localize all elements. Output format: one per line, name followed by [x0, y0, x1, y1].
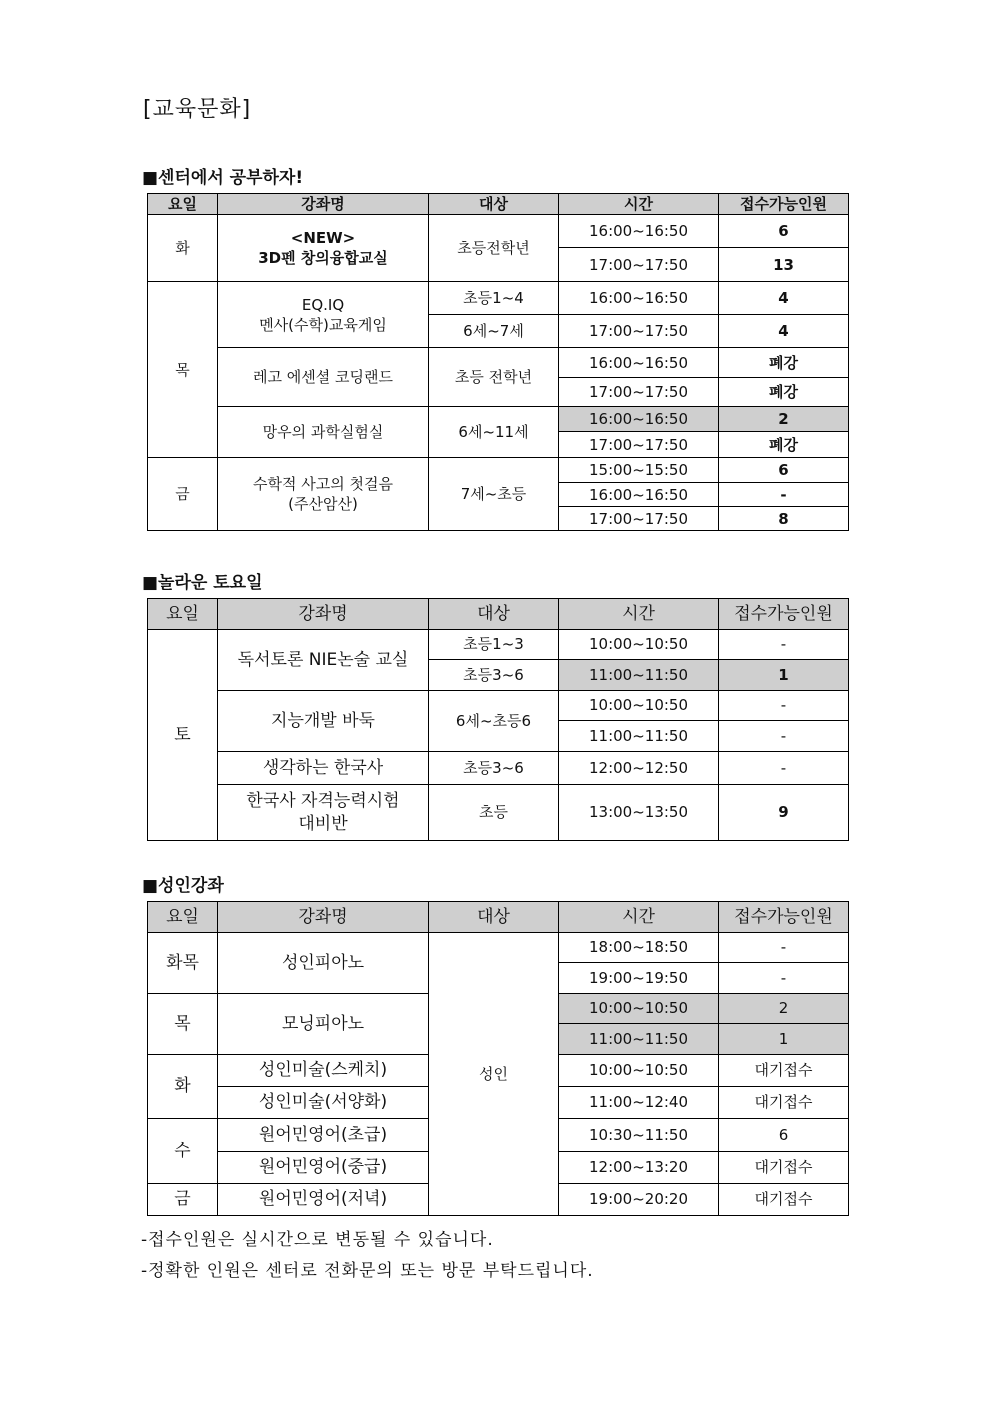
- day-cell: 금: [148, 458, 218, 531]
- header-capacity: 접수가능인원: [719, 902, 849, 933]
- course-line: 한국사 자격능력시험: [246, 790, 400, 811]
- day-cell: 화목: [148, 933, 218, 994]
- time-cell: 16:00~16:50: [559, 215, 719, 248]
- time-cell: 17:00~17:50: [559, 432, 719, 458]
- time-cell: 10:00~10:50: [559, 1055, 719, 1087]
- target-cell: 초등3~6: [429, 752, 559, 785]
- capacity-cell: 1: [719, 660, 849, 691]
- target-cell: 초등전학년: [429, 215, 559, 282]
- course-cell: 원어민영어(중급): [218, 1152, 429, 1184]
- target-cell: 6세~7세: [429, 315, 559, 348]
- course-line: 대비반: [298, 813, 348, 834]
- capacity-cell: 4: [719, 315, 849, 348]
- capacity-cell: -: [719, 483, 849, 507]
- header-time: 시간: [559, 902, 719, 933]
- header-time: 시간: [559, 599, 719, 630]
- section-title-adult: ■성인강좌: [142, 876, 224, 896]
- capacity-cell: -: [719, 752, 849, 785]
- capacity-cell: -: [719, 630, 849, 660]
- course-cell: 성인미술(스케치): [218, 1055, 429, 1087]
- header-course: 강좌명: [218, 902, 429, 933]
- time-cell: 12:00~12:50: [559, 752, 719, 785]
- target-cell: 성인: [429, 933, 559, 1216]
- capacity-cell: 6: [719, 1119, 849, 1152]
- adult-course-table: [147, 901, 849, 1216]
- course-cell: 망우의 과학실험실: [218, 407, 429, 458]
- header-day: 요일: [148, 194, 218, 215]
- time-cell: 17:00~17:50: [559, 248, 719, 282]
- course-line: 3D펜 창의융합교실: [258, 249, 388, 268]
- capacity-cell: 폐강: [719, 348, 849, 378]
- day-cell: 목: [148, 282, 218, 458]
- course-cell: 성인미술(서양화): [218, 1087, 429, 1119]
- capacity-cell: 폐강: [719, 378, 849, 407]
- capacity-cell: 6: [719, 215, 849, 248]
- target-cell: 초등1~3: [429, 630, 559, 660]
- note-line: -접수인원은 실시간으로 변동될 수 있습니다.: [141, 1230, 494, 1250]
- target-cell: 6세~11세: [429, 407, 559, 458]
- day-cell: 토: [148, 630, 218, 841]
- header-day: 요일: [148, 599, 218, 630]
- time-cell: 11:00~12:40: [559, 1087, 719, 1119]
- course-line: (주산암산): [288, 495, 358, 514]
- header-capacity: 접수가능인원: [719, 194, 849, 215]
- time-cell: 17:00~17:50: [559, 315, 719, 348]
- course-cell: 원어민영어(저녁): [218, 1184, 429, 1216]
- course-line: EQ.IQ: [301, 295, 345, 314]
- capacity-cell: 4: [719, 282, 849, 315]
- time-cell: 16:00~16:50: [559, 348, 719, 378]
- time-cell: 18:00~18:50: [559, 933, 719, 963]
- target-cell: 초등3~6: [429, 660, 559, 691]
- capacity-cell: 13: [719, 248, 849, 282]
- target-cell: 초등: [429, 785, 559, 841]
- page-title: [교육문화]: [143, 97, 252, 122]
- capacity-cell: 8: [719, 507, 849, 531]
- saturday-table: [147, 598, 849, 841]
- capacity-cell: 대기접수: [719, 1087, 849, 1119]
- day-cell: 목: [148, 994, 218, 1055]
- target-cell: 7세~초등: [429, 458, 559, 531]
- day-cell: 화: [148, 1055, 218, 1119]
- time-cell: 10:00~10:50: [559, 691, 719, 721]
- header-course: 강좌명: [218, 599, 429, 630]
- time-cell: 16:00~16:50: [559, 282, 719, 315]
- section-title-center-study: ■센터에서 공부하자!: [142, 168, 304, 188]
- time-cell: 12:00~13:20: [559, 1152, 719, 1184]
- course-cell: [218, 282, 429, 348]
- course-line: 수학적 사고의 첫걸음: [253, 475, 393, 493]
- center-study-table: [147, 193, 849, 531]
- course-cell: [218, 785, 429, 841]
- time-cell: 11:00~11:50: [559, 1024, 719, 1055]
- header-day: 요일: [148, 902, 218, 933]
- course-cell: 성인피아노: [218, 933, 429, 994]
- course-cell: 원어민영어(초급): [218, 1119, 429, 1152]
- capacity-cell: 2: [719, 994, 849, 1024]
- capacity-cell: 대기접수: [719, 1184, 849, 1216]
- header-target: 대상: [429, 902, 559, 933]
- course-line: 멘사(수학)교육게임: [259, 315, 387, 334]
- time-cell: 11:00~11:50: [559, 721, 719, 752]
- course-cell: 독서토론 NIE논술 교실: [218, 630, 429, 691]
- day-cell: 화: [148, 215, 218, 282]
- time-cell: 16:00~16:50: [559, 483, 719, 507]
- time-cell: 17:00~17:50: [559, 507, 719, 531]
- note-line: -정확한 인원은 센터로 전화문의 또는 방문 부탁드립니다.: [141, 1261, 594, 1281]
- target-cell: 6세~초등6: [429, 691, 559, 752]
- capacity-cell: -: [719, 933, 849, 963]
- header-target: 대상: [429, 194, 559, 215]
- course-cell: 지능개발 바둑: [218, 691, 429, 752]
- time-cell: 16:00~16:50: [559, 407, 719, 432]
- course-cell: [218, 458, 429, 531]
- capacity-cell: 대기접수: [719, 1152, 849, 1184]
- course-cell: 모닝피아노: [218, 994, 429, 1055]
- section-title-saturday: ■놀라운 토요일: [142, 573, 263, 593]
- time-cell: 10:00~10:50: [559, 630, 719, 660]
- capacity-cell: 2: [719, 407, 849, 432]
- header-time: 시간: [559, 194, 719, 215]
- day-cell: 수: [148, 1119, 218, 1184]
- capacity-cell: -: [719, 691, 849, 721]
- time-cell: 19:00~20:20: [559, 1184, 719, 1216]
- capacity-cell: 대기접수: [719, 1055, 849, 1087]
- time-cell: 11:00~11:50: [559, 660, 719, 691]
- course-line: <NEW>: [290, 229, 356, 247]
- course-cell: [218, 215, 429, 282]
- target-cell: 초등1~4: [429, 282, 559, 315]
- time-cell: 10:30~11:50: [559, 1119, 719, 1152]
- day-cell: 금: [148, 1184, 218, 1216]
- time-cell: 17:00~17:50: [559, 378, 719, 407]
- header-capacity: 접수가능인원: [719, 599, 849, 630]
- capacity-cell: -: [719, 721, 849, 752]
- target-cell: 초등 전학년: [429, 348, 559, 407]
- course-cell: 생각하는 한국사: [218, 752, 429, 785]
- header-course: 강좌명: [218, 194, 429, 215]
- time-cell: 15:00~15:50: [559, 458, 719, 483]
- course-cell: 레고 에센셜 코딩랜드: [218, 348, 429, 407]
- capacity-cell: 폐강: [719, 432, 849, 458]
- time-cell: 13:00~13:50: [559, 785, 719, 841]
- capacity-cell: 1: [719, 1024, 849, 1055]
- time-cell: 19:00~19:50: [559, 963, 719, 994]
- capacity-cell: 9: [719, 785, 849, 841]
- capacity-cell: 6: [719, 458, 849, 483]
- time-cell: 10:00~10:50: [559, 994, 719, 1024]
- header-target: 대상: [429, 599, 559, 630]
- capacity-cell: -: [719, 963, 849, 994]
